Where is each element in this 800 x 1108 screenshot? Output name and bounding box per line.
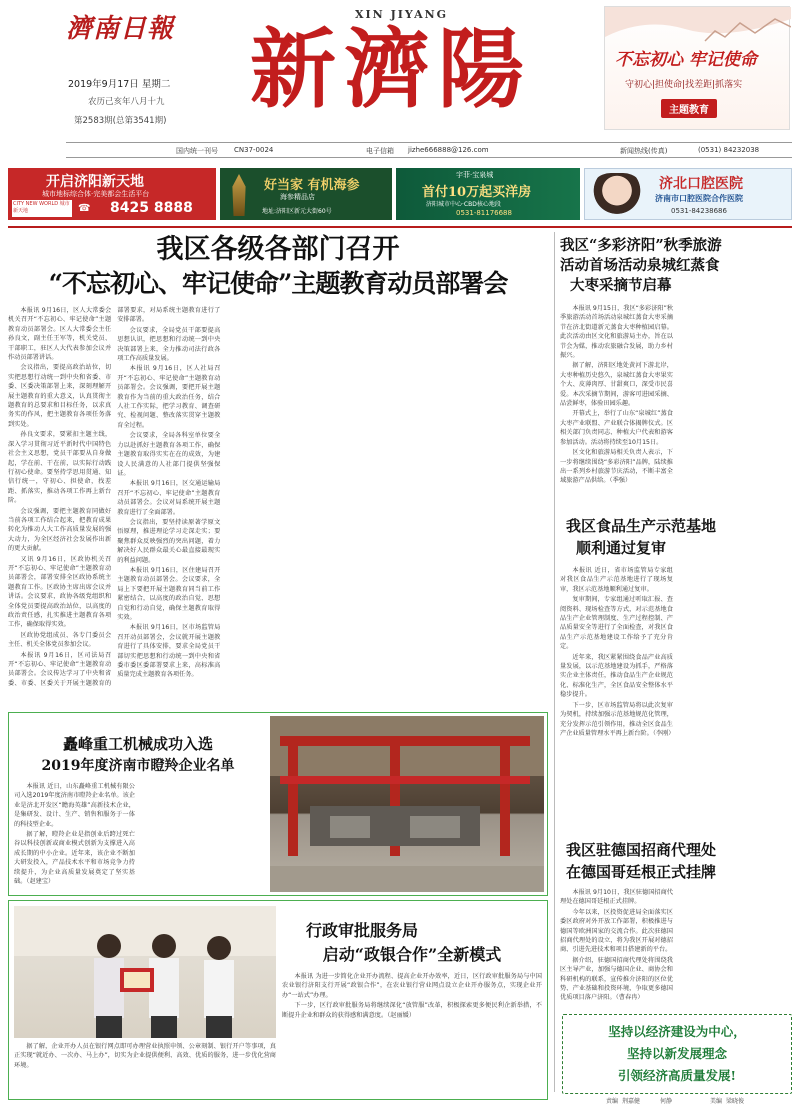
art1-p: 本报讯 9月16日，区市场监管局召开动员部署会，会议就开展主题教育进行了具体安排，要求全局党员干部切实把思想和行动统一到中央和省委市委区委部署要求上来，高标准高质量完成主题教育各项任务。 [117,624,221,679]
art5-title2: 2019年度济南市瞪羚企业名单 [41,758,235,774]
slogan-badge: 主题教育 [661,99,717,118]
art1-p: 会议指出，要提高政治站位，切实把思想行动统一到中央和省委、市委、区委决策部署上来，深刻理解开展主题教育的重大意义，认真贯彻主题教育的总要求和目标任务，以求真务实的作风，把主题教育各项任务落到实处。 [8,364,112,428]
ad1-logo [12,200,72,217]
art2-p: 开幕式上，举行了山东“泉城红”蒸食大枣产业联盟、产业联合体揭牌仪式。区相关部门负责同志、种植大户代表和游客参加活动。活动将持续至10月15日。 [560,410,673,446]
footer [560,1096,792,1106]
art2-p: 据了解，济阳区地处黄河下游北岸，大枣种植历史悠久，泉城红蒸食大枣果实个大、皮薄肉厚、甘甜爽口，深受市民喜爱。本次采摘节期间，游客可进园采摘、品尝鲜枣，体验田园乐趣。 [560,362,673,408]
art4-title2: 在德国哥廷根正式挂牌 [566,863,717,881]
art6-body [282,972,542,1096]
ad2-sub: 海参精品店 [280,193,315,201]
ad-yufei-property[interactable] [396,168,580,220]
art1-p: 区政协党组成员、各专门委员会主任、机关全体党员参加会议。 [8,631,112,649]
art1-p: 会议强调，要把主题教育同做好当前各项工作结合起来，把教育成果转化为推动人大工作高质量发展的强大动力，为全区经济社会发展作出新的更大贡献。 [8,507,112,553]
ad3-addr: 济阳城市中心·CBD核心地段 [426,201,501,208]
art3-p: 近年来，我区紧紧围绕食品产业高质量发展，以示范基地建设为抓手，严格落实企业主体责任，推动食品生产企业规范化、标准化生产，全区食品安全整体水平稳步提升。 [560,653,673,699]
art4-p: 本报讯 9月10日，我区驻德国招商代理处在德国哥廷根正式挂牌。 [560,889,673,906]
paper-name: 濟南日報 [66,14,175,44]
art2-p: 本报讯 9月15日，我区“多彩济阳”秋季旅游活动首场活动泉城红蒸食大枣采摘节在济北街道新元蒸食大枣种植园启幕。此次活动由区文化和旅游局主办，旨在以节会为媒，推动农旅融合发展，助力乡村振兴。 [560,305,674,360]
top-rule [8,226,792,228]
art1-p: 孙良文要求，要紧扣主题主线，深入学习贯彻习近平新时代中国特色社会主义思想，党员干部要从自身做起，学在前、干在前，以实际行动践行初心使命。要坚持学思用贯通、知信行统一，守初心、担使命，找差距、抓落实，推动各项工作再上新台阶。 [8,431,112,505]
footer-proof: 何静 [660,1098,673,1105]
ad3-main: 首付10万起买洋房 [422,185,532,200]
great-wall-graphic [605,7,791,47]
art3-title1: 我区食品生产示范基地 [566,517,717,535]
art6-p: 下一步，区行政审批服务局将继续深化“放管服”改革，积极探索更多便民利企新举措，不断提升企业和群众的获得感和满意度。（赵丽媛） [282,1002,542,1019]
art2-title3: 大枣采摘节启幕 [570,277,672,294]
art6-body-left [14,1042,276,1096]
info-phone: (0531) 84232038 [698,146,760,154]
masthead-issue: 第2583期(总第3541期) [74,116,167,126]
info-cn: CN37-0024 [234,146,274,154]
motto-line-3: 引领经济高质量发展! [618,1068,736,1083]
masthead-lunar: 农历己亥年八月十九 [88,97,165,107]
art3-title2: 顺利通过复审 [576,539,667,557]
art3-p: 复审期间，专家组通过听取汇报、查阅资料、现场检查等方式，对示范基地食品生产企业管理制度、生产过程控制、产品质量安全等进行了全面检查，对我区食品生产示范基地建设工作给予了充分肯定。 [560,596,673,651]
art1-p: 又讯 9月16日，区政协机关召开“不忘初心、牢记使命”主题教育动员部署会，部署安排全区政协系统主题教育工作。区政协主席出席会议并讲话。会议要求，政协各级党组织和全体党员要提高政治站位，以高度的政治责任感，扎实推进主题教育各项工作，确保取得实效。 [8,555,112,629]
art3-p: 下一步，区市场监管局将以此次复审为契机，持续加强示范基地规范化管理，充分发挥示范引领作用，推动全区食品生产企业质量管理水平再上新台阶。（李刚） [560,701,675,737]
art2-title1: 我区“多彩济阳”秋季旅游 [560,237,722,254]
masthead-title: 新濟陽 [250,19,532,120]
art5-p: 据了解，瞪羚企业是指创业后跨过死亡谷以科技创新或商业模式创新为支撑进入高成长期的中小企业。近年来，该企业不断加大研发投入，产品技术水平和市场竞争力持续提升，为企业高质量发展奠定了坚实基础。（赵建宝） [14,831,135,886]
phone-icon: ☎ [78,203,91,214]
motto-line-2: 坚持以新发展理念 [626,1046,727,1061]
art1-p: 本报讯 9月16日，区司法局召开“不忘初心、牢记使命”主题教育动员部署会。会议传达学习了中央和省委、市委、区委关于开展主题教育的部署要求，对局系统主题教育进行了安排部署。 [8,307,221,687]
footer-design-label: 美编 [710,1098,723,1105]
art3-body [560,566,792,832]
info-bar [66,142,792,158]
ad1-phone: 8425 8888 [110,200,193,216]
art1-p: 本报讯 9月16日，区人社局召开“不忘初心、牢记使命”主题教育动员部署会。会议强调，要把开展主题教育作为当前的重大政治任务，结合人社工作实际，把学习教育、调查研究、检视问题、整改落实贯穿主题教育全过程。 [117,365,221,429]
ad1-sub: 城市地标综合体·完美都会生活平台 [42,190,150,198]
art6-title1: 行政审批服务局 [306,921,419,940]
art1-p: 会议要求，全局党员干部要提高思想认识，把思想和行动统一到中央决策部署上来，全力推动司法行政各项工作高质量发展。 [117,326,221,363]
art4-p: 据介绍，驻德国招商代理处将围绕我区主导产业，加强与德国企业、商协会和科研机构的联系，宣传推介济阳的区位优势、产业基础和投资环境，争取更多德国优质项目落户济阳。（曹春冉） [560,956,673,1002]
art1-title1: 我区各级各部门召开 [156,234,400,265]
ad-sea-cucumber[interactable] [220,168,392,220]
slogan-box [604,6,790,130]
motto-box [562,1014,792,1094]
award-drawing [14,906,276,1038]
art5-title1: 矗峰重工机械成功入选 [62,735,213,753]
info-domestic: 国内统一刊号 [176,147,218,155]
motto-line-1: 坚持以经济建设为中心， [608,1024,746,1039]
art1-title2: “不忘初心、牢记使命”主题教育动员部署会 [48,269,508,298]
art5-body [14,782,262,892]
art3-p: 本报讯 近日，省市场监管局专家组对我区食品生产示范基地进行了现场复审，我区示范基地顺利通过复审。 [560,567,673,593]
ad4-sub: 济南市口腔医院合作医院 [655,194,743,203]
ad4-phone: 0531-84238686 [671,207,727,215]
ad2-addr: 地址:济阳区新元大街60号 [262,208,332,215]
factory-drawing [270,716,544,892]
art6-p: 据了解，企业开办人员在银行网点即可办理营业执照申领、公章刻制、银行开户等事项，真正实现“就近办、一次办、马上办”，切实为企业提供便利、高效、优质的服务，进一步优化营商环境。 [14,1043,276,1069]
factory-photo [270,716,544,892]
ad3-phone: 0531-81176688 [456,209,512,217]
ad2-brand: 好当家 有机海参 [264,178,360,193]
art4-p: 今年以来，区投资促进局全面落实区委区政府对外开放工作部署，积极推进与德国等欧洲国家的交流合作。此次驻德国招商代理处的设立，将为我区开展对德招商、引进先进技术和项目搭建新的平台。 [560,908,673,954]
column-divider [554,232,555,1092]
ad1-title: 开启济阳新天地 [46,174,144,190]
ad-city-new-world[interactable] [8,168,216,220]
art4-title1: 我区驻德国招商代理处 [566,841,717,859]
art6-p: 本报讯 为进一步简化企业开办流程、提高企业开办效率，近日，区行政审批服务局与中国农业银行济阳支行开展“政银合作”，在农业银行营业网点设立企业开办服务点，实现企业开办“一站式”办理。 [282,973,542,999]
art1-p: 本报讯 9月16日，区住建局召开主题教育动员部署会。会议要求，全局上下要把开展主题教育同当前工作紧密结合，以高度的政治自觉、思想自觉和行动自觉，确保主题教育取得实效。 [117,566,221,621]
art1-p: 本报讯 9月16日，区人大常委会机关召开“不忘初心、牢记使命”主题教育动员部署会。区人大常委会主任孙良文，副主任王军等，机关党员、干部职工，驻区人大代表参加会议并作动员部署讲话。 [8,307,112,362]
info-hotline: 新闻热线(传真) [620,147,668,155]
art1-body [8,306,548,706]
ad4-title: 济北口腔医院 [659,176,743,192]
ad-dental-hospital[interactable] [584,168,792,220]
slogan-sub: 守初心|担使命|找差距|抓落实 [625,80,743,90]
tower-graphic [228,174,250,216]
art1-p: 会议指出，要坚持读原著学原文悟原理，推进理论学习走深走实；要聚焦群众反映强烈的突出问题，着力解决好人民群众最关心最直接最现实的利益问题。 [117,518,221,564]
art6-title2: 启动“政银合作”全新模式 [322,945,502,964]
art1-p: 本报讯 9月16日，区交通运输局召开“不忘初心、牢记使命”主题教育动员部署会。会议对局系统开展主题教育进行了全面部署。 [117,480,221,516]
masthead [0,0,800,140]
info-email-label: 电子信箱 [366,147,394,155]
art4-body [560,888,792,1012]
masthead-date: 2019年9月17日 星期二 [68,79,171,90]
footer-editor: 荆嘉健 [622,1098,641,1105]
award-photo [14,906,276,1038]
art2-p: 区文化和旅游局相关负责人表示，下一步将继续围绕“多彩济阳”品牌，陆续推出一系列乡村旅游节庆活动，不断丰富全域旅游产品供给。（季强） [560,449,673,485]
masthead-pinyin: XIN JIYANG [355,8,449,21]
model-portrait [589,173,645,217]
art5-p: 本报讯 近日，山东矗峰重工机械有限公司入选2019年度济南市瞪羚企业名单。该企业是济北开发区“瞻海英雄”高新技术企业，是集研发、设计、生产、销售和服务于一体的科技型企业。 [14,783,135,828]
art2-title2: 活动首场活动泉城红蒸食 [560,257,720,274]
art1-p: 会议要求，全局各科室单位要全力以赴抓好主题教育各项工作，确保主题教育取得实实在在的成效，为建设人民满意的人社部门提供坚强保证。 [117,432,221,477]
footer-design: 梁晓俊 [726,1098,745,1105]
slogan-main: 不忘初心 牢记使命 [615,50,757,70]
ad1-brand: CITY NEW WORLD 城市新天地 [13,201,70,214]
art2-body [560,304,792,504]
info-email[interactable]: jizhe666888@126.com [408,146,489,154]
ad3-top: 宇菲·宝泉城 [456,171,494,179]
footer-editor-label: 责编 [606,1098,619,1105]
